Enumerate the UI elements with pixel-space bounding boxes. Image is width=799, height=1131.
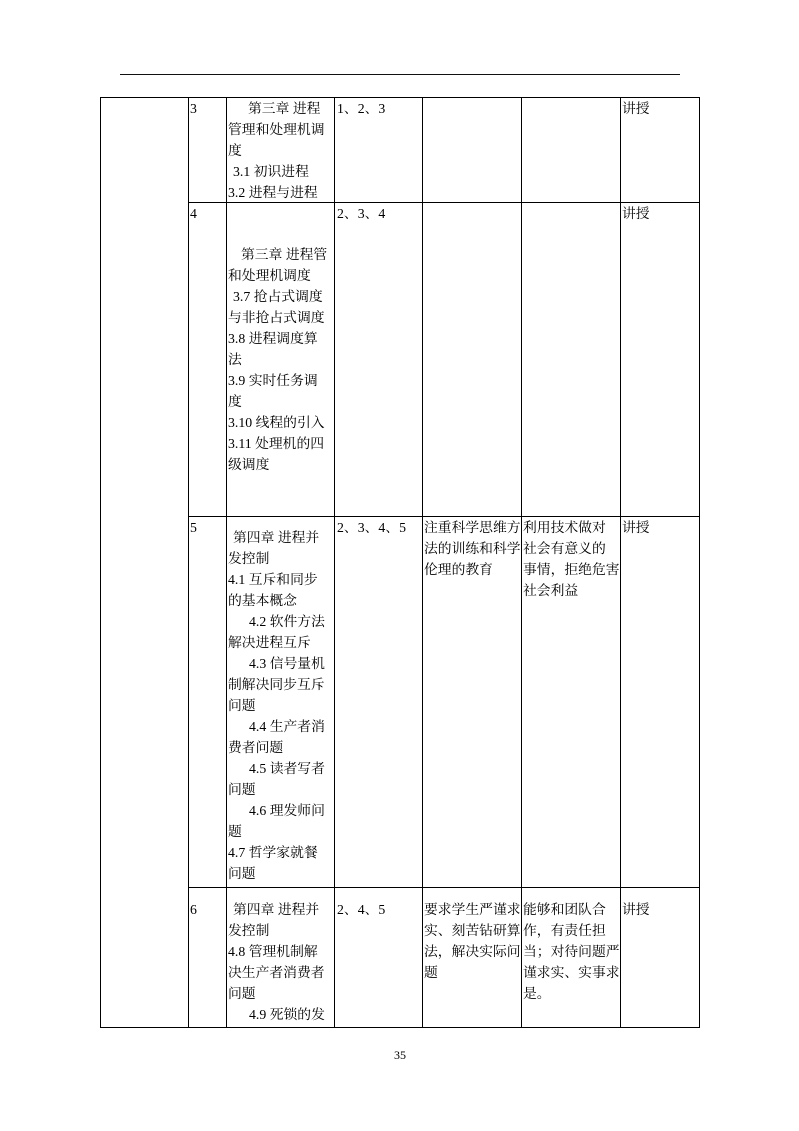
col4-cell (422, 97, 522, 203)
method-cell (620, 97, 700, 203)
col5-line: 利用技术做对 (523, 520, 606, 535)
content-line: 与非抢占式调度 (228, 310, 325, 325)
week-number: 4 (190, 206, 197, 221)
content-cell (226, 97, 335, 203)
objectives-cell (334, 516, 423, 888)
week-cell (188, 516, 227, 888)
content-line: 和处理机调度 (228, 268, 311, 283)
col5-cell (521, 97, 621, 203)
content-line: 题 (228, 824, 242, 839)
merged-blank-cell (100, 97, 189, 1028)
content-line: 管理和处理机调 (228, 122, 325, 137)
col5-line: 是。 (523, 986, 551, 1001)
col4-line: 法，解决实际问 (424, 944, 521, 959)
objectives-cell (334, 97, 423, 203)
content-line: 4.3 信号量机 (249, 656, 325, 671)
method-cell (620, 887, 700, 1028)
col4-line: 伦理的教育 (424, 562, 493, 577)
page-number: 35 (394, 1048, 406, 1062)
col5-line: 社会有意义的 (523, 541, 606, 556)
content-cell (226, 202, 335, 517)
col5-cell (521, 887, 621, 1028)
content-line: 第三章 进程 (248, 101, 321, 116)
content-line: 制解决同步互斥 (228, 677, 325, 692)
col5-line: 作，有责任担 (523, 923, 606, 938)
header-rule (120, 74, 680, 75)
content-line: 3.9 实时任务调 (228, 373, 318, 388)
col4-line: 实、刻苦钻研算 (424, 923, 521, 938)
method-cell (620, 516, 700, 888)
objectives-text: 2、3、4、5 (337, 520, 406, 535)
col5-line: 当；对待问题严 (523, 944, 620, 959)
week-number: 6 (190, 902, 197, 917)
content-line: 4.7 哲学家就餐 (228, 845, 318, 860)
col5-cell (521, 516, 621, 888)
col4-line: 法的训练和科学 (424, 541, 521, 556)
week-cell (188, 97, 227, 203)
content-line: 法 (228, 352, 242, 367)
content-line: 发控制 (228, 551, 270, 566)
col5-cell (521, 202, 621, 517)
col4-line: 注重科学思维方 (424, 520, 521, 535)
content-line: 3.8 进程调度算 (228, 331, 318, 346)
objectives-text: 2、3、4 (337, 206, 386, 221)
week-cell (188, 202, 227, 517)
content-line: 第四章 进程并 (233, 530, 320, 545)
content-line: 问题 (228, 698, 256, 713)
content-line: 解决进程互斥 (228, 635, 311, 650)
content-line: 费者问题 (228, 740, 284, 755)
content-line: 问题 (228, 986, 256, 1001)
content-line: 3.11 处理机的四 (228, 436, 325, 451)
content-line: 4.1 互斥和同步 (228, 572, 318, 587)
content-line: 4.4 生产者消 (249, 719, 325, 734)
content-line: 第三章 进程管 (241, 247, 328, 262)
col4-cell (422, 887, 522, 1028)
content-line: 第四章 进程并 (233, 902, 320, 917)
method-text: 讲授 (622, 101, 650, 116)
content-cell (226, 887, 335, 1028)
col5-line: 能够和团队合 (523, 902, 606, 917)
objectives-text: 2、4、5 (337, 902, 386, 917)
objectives-text: 1、2、3 (337, 101, 386, 116)
content-line: 3.2 进程与进程 (228, 185, 318, 200)
content-line: 4.9 死锁的发 (249, 1007, 325, 1022)
col5-line: 谨求实、实事求 (523, 965, 620, 980)
content-line: 度 (228, 394, 242, 409)
content-line: 3.7 抢占式调度 (233, 289, 323, 304)
week-cell (188, 887, 227, 1028)
week-number: 3 (190, 101, 197, 116)
objectives-cell (334, 202, 423, 517)
method-text: 讲授 (622, 520, 650, 535)
content-line: 问题 (228, 782, 256, 797)
content-line: 的基本概念 (228, 593, 297, 608)
week-number: 5 (190, 520, 197, 535)
col5-line: 社会利益 (523, 583, 579, 598)
method-text: 讲授 (622, 206, 650, 221)
col4-line: 要求学生严谨求 (424, 902, 521, 917)
col4-cell (422, 516, 522, 888)
content-line: 4.6 理发师问 (249, 803, 325, 818)
method-cell (620, 202, 700, 517)
col4-line: 题 (424, 965, 438, 980)
content-line: 4.8 管理机制解 (228, 944, 318, 959)
objectives-cell (334, 887, 423, 1028)
content-line: 问题 (228, 866, 256, 881)
content-line: 发控制 (228, 923, 270, 938)
content-line: 3.1 初识进程 (233, 164, 309, 179)
content-line: 4.2 软件方法 (249, 614, 325, 629)
col5-line: 事情，拒绝危害 (523, 562, 620, 577)
content-line: 决生产者消费者 (228, 965, 325, 980)
content-line: 度 (228, 143, 242, 158)
content-cell (226, 516, 335, 888)
content-line: 3.10 线程的引入 (228, 415, 325, 430)
content-line: 4.5 读者写者 (249, 761, 325, 776)
content-line: 级调度 (228, 457, 270, 472)
col4-cell (422, 202, 522, 517)
method-text: 讲授 (622, 902, 650, 917)
